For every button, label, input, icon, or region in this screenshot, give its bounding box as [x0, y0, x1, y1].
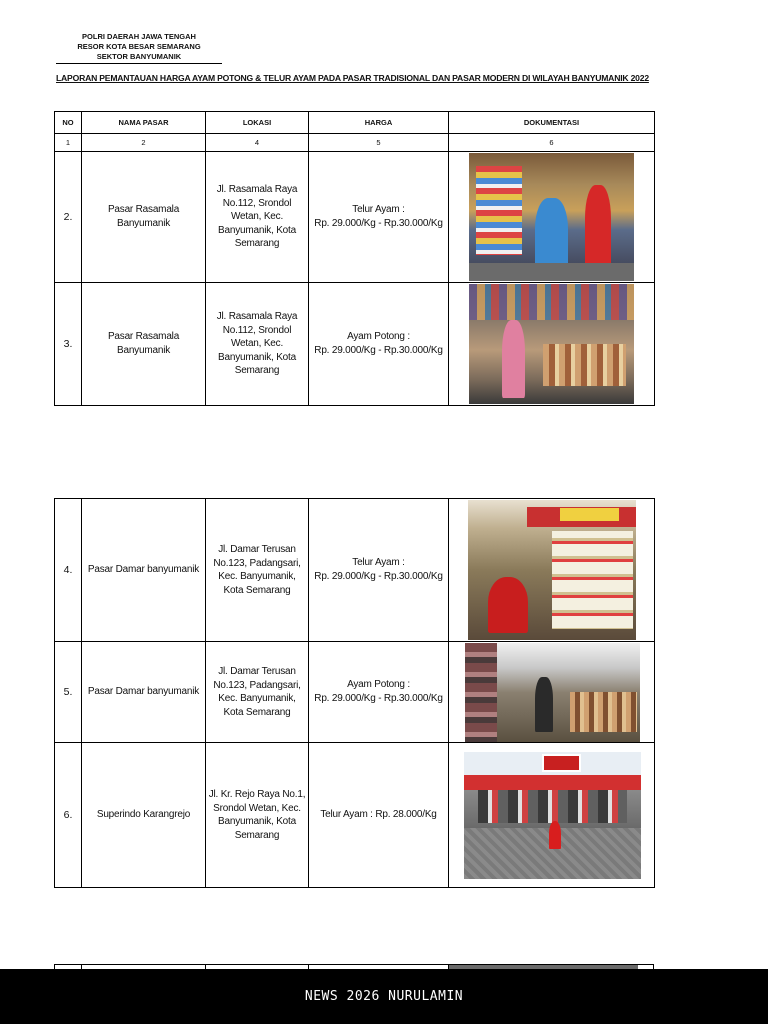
market-name: Pasar Rasamala Banyumanik	[82, 152, 206, 283]
market-name: Pasar Damar banyumanik	[82, 499, 206, 642]
price-item: Telur Ayam :	[352, 204, 405, 215]
documentation-cell	[449, 499, 655, 642]
market-location: Jl. Kr. Rejo Raya No.1, Srondol Wetan, Kec. Banyumanik, Kota Semarang	[206, 743, 309, 888]
market-name: Pasar Damar banyumanik	[82, 642, 206, 743]
price-item: Ayam Potong :	[347, 679, 410, 690]
market-stall-photo	[469, 153, 634, 281]
market-location: Jl. Rasamala Raya No.112, Srondol Wetan, Kec. Banyumanik, Kota Semarang	[206, 152, 309, 283]
price-table-2	[54, 498, 655, 888]
col-header-no: NO	[55, 112, 82, 134]
market-location: Jl. Damar Terusan No.123, Padangsari, Kec. Banyumanik, Kota Semarang	[206, 499, 309, 642]
price-range: Rp. 29.000/Kg - Rp.30.000/Kg	[314, 571, 443, 582]
price-cell	[309, 642, 449, 743]
documentation-cell	[449, 642, 655, 743]
market-hall-photo	[465, 643, 640, 742]
footer-banner: NEWS 2026 NURULAMIN	[0, 969, 768, 1024]
table-row	[55, 499, 655, 642]
col-number: 6	[449, 134, 655, 152]
price-range: Rp. 29.000/Kg - Rp.30.000/Kg	[314, 218, 443, 229]
col-number: 5	[309, 134, 449, 152]
table-row	[55, 642, 655, 743]
col-number: 1	[55, 134, 82, 152]
price-cell	[309, 152, 449, 283]
table-row	[55, 152, 655, 283]
row-number: 4.	[55, 499, 82, 642]
col-number: 2	[82, 134, 206, 152]
org-line-3: SEKTOR BANYUMANIK	[96, 52, 182, 61]
row-number: 3.	[55, 283, 82, 406]
market-location: Jl. Damar Terusan No.123, Padangsari, Kec. Banyumanik, Kota Semarang	[206, 642, 309, 743]
documentation-cell	[449, 743, 655, 888]
market-name: Pasar Rasamala Banyumanik	[82, 283, 206, 406]
col-header-dokumentasi: DOKUMENTASI	[449, 112, 655, 134]
col-header-lokasi: LOKASI	[206, 112, 309, 134]
market-interior-photo	[469, 284, 634, 404]
price-range: Rp. 29.000/Kg - Rp.30.000/Kg	[314, 693, 443, 704]
column-number-row	[55, 134, 655, 152]
table-row	[55, 743, 655, 888]
documentation-cell	[449, 152, 655, 283]
price-cell	[309, 499, 449, 642]
store-front-photo	[468, 500, 636, 640]
price-range: Rp. 29.000/Kg - Rp.30.000/Kg	[314, 345, 443, 356]
market-location: Jl. Rasamala Raya No.112, Srondol Wetan, Kec. Banyumanik, Kota Semarang	[206, 283, 309, 406]
col-header-nama: NAMA PASAR	[82, 112, 206, 134]
org-line-2: RESOR KOTA BESAR SEMARANG	[77, 42, 201, 51]
col-header-harga: HARGA	[309, 112, 449, 134]
supermarket-entrance-photo	[464, 752, 641, 879]
report-title: LAPORAN PEMANTAUAN HARGA AYAM POTONG & TELUR AYAM PADA PASAR TRADISIONAL DAN PASAR MODERN DI WILAYAH BANYUMANIK 2022	[56, 73, 649, 83]
market-name: Superindo Karangrejo	[82, 743, 206, 888]
price-table-1	[54, 111, 655, 406]
price-item: Telur Ayam : Rp. 28.000/Kg	[320, 809, 437, 820]
table-header-row	[55, 112, 655, 134]
price-cell	[309, 283, 449, 406]
documentation-cell	[449, 283, 655, 406]
price-item: Ayam Potong :	[347, 331, 410, 342]
table-row	[55, 283, 655, 406]
row-number: 6.	[55, 743, 82, 888]
row-number: 2.	[55, 152, 82, 283]
org-header	[56, 32, 222, 64]
price-item: Telur Ayam :	[352, 557, 405, 568]
row-number: 5.	[55, 642, 82, 743]
col-number: 4	[206, 134, 309, 152]
org-line-1: POLRI DAERAH JAWA TENGAH	[82, 32, 196, 41]
price-cell	[309, 743, 449, 888]
